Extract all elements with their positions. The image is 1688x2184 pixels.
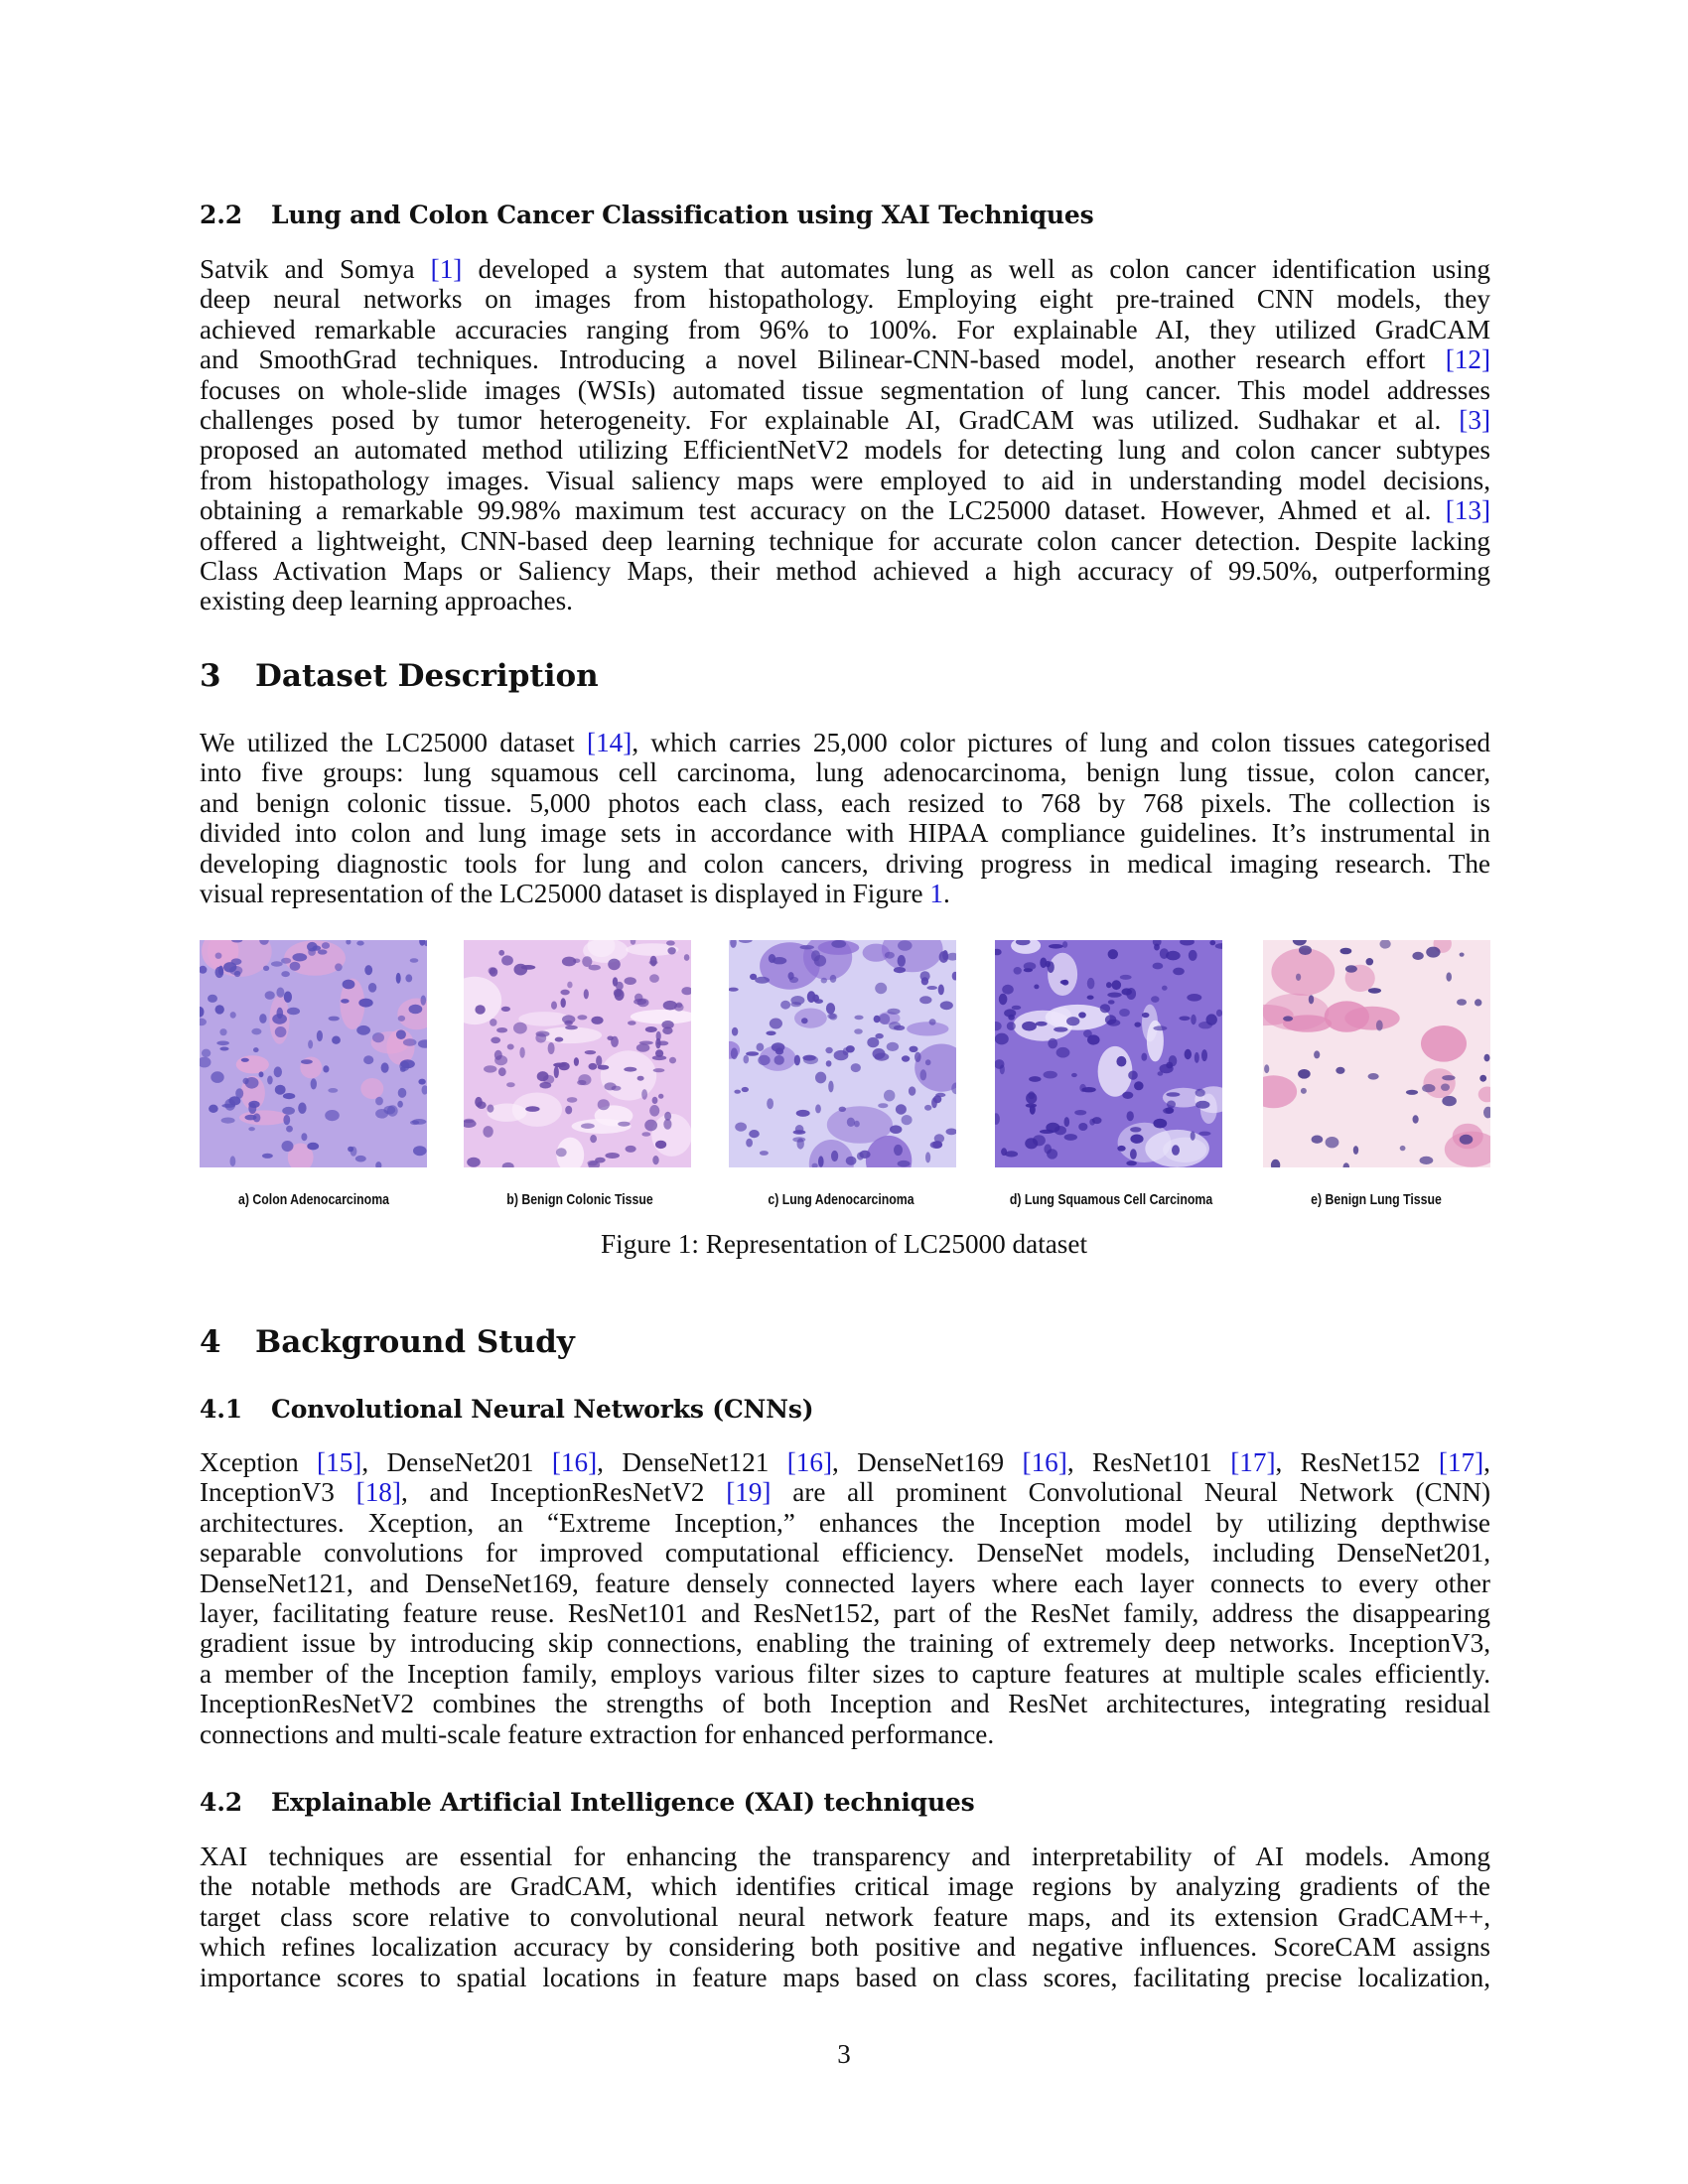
citation-link[interactable]: [15] [317, 1447, 362, 1477]
text-line: connections and multi-scale feature extraction for enhanced performance. [200, 1718, 995, 1749]
text-line: Satvik and Somya [1] developed a system that automates lung as well as colon cancer identification using [200, 254, 1490, 284]
citation-link[interactable]: 1 [929, 878, 944, 908]
histology-image [729, 940, 956, 1167]
histology-image [995, 940, 1222, 1167]
text-line: from histopathology images. Visual saliency maps were employed to aid in understanding model decisions, [200, 465, 1490, 495]
figure-panel-b-label: b) Benign Colonic Tissue [506, 1191, 653, 1208]
section-number: 4.1 [200, 1395, 242, 1424]
text-line: challenges posed by tumor heterogeneity. For explainable AI, GradCAM was utilized. Sudhakar et al. [3] [200, 404, 1490, 435]
section-heading-4-1 [200, 1395, 813, 1424]
figure-panel-e-label: e) Benign Lung Tissue [1311, 1191, 1442, 1208]
section-number: 3 [200, 658, 221, 694]
text-line: gradient issue by introducing skip connections, enabling the training of extremely deep networks. InceptionV3, [200, 1628, 1490, 1659]
text-line: We utilized the LC25000 dataset [14], which carries 25,000 color pictures of lung and colon tissues categorised [200, 728, 1491, 757]
citation-link[interactable]: [16] [551, 1447, 598, 1477]
text-line: Class Activation Maps or Saliency Maps, their method achieved a high accuracy of 99.50%, outperforming [200, 555, 1490, 586]
histology-image [200, 940, 427, 1167]
figure-panel-b-image [464, 940, 691, 1167]
section-title: Explainable Artificial Intelligence (XAI) techniques [271, 1788, 975, 1817]
figure-panel-d-label: d) Lung Squamous Cell Carcinoma [1009, 1191, 1213, 1208]
page-number: 3 [837, 2039, 851, 2069]
section-title: Background Study [255, 1324, 575, 1360]
text-line: InceptionResNetV2 combines the strengths of both Inception and ResNet architectures, integrating residual [200, 1689, 1490, 1719]
histology-image [464, 940, 691, 1167]
text-line: focuses on whole-slide images (WSIs) automated tissue segmentation of lung cancer. This model addresses [200, 374, 1490, 405]
section-number: 2.2 [200, 201, 242, 229]
citation-link[interactable]: [3] [1459, 404, 1490, 435]
text-line: deep neural networks on images from histopathology. Employing eight pre-trained CNN models, they [200, 284, 1490, 315]
text-line: XAI techniques are essential for enhancing the transparency and interpretability of AI models. Among [200, 1842, 1490, 1871]
text-line: architectures. Xception, an “Extreme Inception,” enhances the Inception model by utilizing depthwise [200, 1507, 1490, 1538]
citation-link[interactable]: [12] [1445, 344, 1490, 375]
figure-panel-a-label: a) Colon Adenocarcinoma [238, 1191, 389, 1208]
citation-link[interactable]: [1] [430, 254, 463, 284]
text-line: InceptionV3 [18], and InceptionResNetV2 [19] are all prominent Convolutional Neural Network (CNN) [200, 1477, 1490, 1508]
paragraph-xai [200, 1842, 1490, 1992]
figure-1-panels [200, 940, 1490, 1208]
text-line: developing diagnostic tools for lung and colon cancers, driving progress in medical imaging research. The [200, 848, 1490, 879]
citation-link[interactable]: [17] [1438, 1447, 1484, 1477]
text-line: and benign colonic tissue. 5,000 photos each class, each resized to 768 by 768 pixels. The collection is [200, 787, 1490, 818]
text-line: achieved remarkable accuracies ranging from 96% to 100%. For explainable AI, they utilized GradCAM [200, 314, 1490, 344]
citation-link[interactable]: [16] [786, 1447, 832, 1477]
text-line: a member of the Inception family, employs various filter sizes to capture features at multiple scales efficiently. [200, 1658, 1490, 1689]
citation-link[interactable]: [13] [1445, 495, 1490, 526]
text-line: layer, facilitating feature reuse. ResNet101 and ResNet152, part of the ResNet family, address the disappearing [200, 1597, 1490, 1628]
text-line: proposed an automated method utilizing EfficientNetV2 models for detecting lung and colon cancer subtypes [200, 435, 1490, 466]
section-title: Lung and Colon Cancer Classification using XAI Techniques [271, 201, 1094, 229]
text-line: Xception [15], DenseNet201 [16], DenseNet121 [16], DenseNet169 [16], ResNet101 [17], ResNet152 [17], [200, 1447, 1490, 1477]
text-line: which refines localization accuracy by considering both positive and negative influences. ScoreCAM assigns [200, 1932, 1490, 1963]
section-heading-4 [200, 1324, 575, 1360]
figure-panel-d-image [995, 940, 1222, 1167]
citation-link[interactable]: [16] [1022, 1447, 1067, 1477]
section-heading-2-2 [200, 201, 1093, 229]
text-line: importance scores to spatial locations in feature maps based on class scores, facilitating precise localization, [200, 1962, 1490, 1992]
section-heading-3 [200, 658, 599, 694]
text-line: the notable methods are GradCAM, which identifies critical image regions by analyzing gradients of the [200, 1871, 1490, 1902]
paragraph-related-work [200, 254, 1490, 616]
section-heading-4-2 [200, 1788, 975, 1817]
section-title: Convolutional Neural Networks (CNNs) [271, 1395, 814, 1424]
citation-link[interactable]: [19] [726, 1477, 772, 1508]
text-line: target class score relative to convolutional neural network feature maps, and its extension GradCAM++, [200, 1901, 1490, 1932]
figure-panel-e-image [1263, 940, 1490, 1167]
figure-panel-c-image [729, 940, 956, 1167]
citation-link[interactable]: [17] [1230, 1447, 1276, 1477]
text-line: DenseNet121, and DenseNet169, feature densely connected layers where each layer connects to every other [200, 1568, 1490, 1598]
text-line: offered a lightweight, CNN-based deep learning technique for accurate colon cancer detection. Despite lacking [200, 525, 1490, 556]
text-line: separable convolutions for improved computational efficiency. DenseNet models, including DenseNet201, [200, 1538, 1490, 1569]
section-number: 4 [200, 1324, 221, 1360]
paragraph-cnns [200, 1447, 1490, 1749]
text-line: and SmoothGrad techniques. Introducing a novel Bilinear-CNN-based model, another research effort [12] [200, 344, 1490, 375]
text-line: into five groups: lung squamous cell carcinoma, lung adenocarcinoma, benign lung tissue, colon cancer, [200, 757, 1490, 788]
figure-1-caption: Figure 1: Representation of LC25000 dataset [600, 1229, 1088, 1259]
section-number: 4.2 [200, 1788, 242, 1817]
paragraph-dataset [200, 728, 1490, 908]
citation-link[interactable]: [14] [587, 728, 633, 757]
citation-link[interactable]: [18] [355, 1477, 401, 1508]
figure-panel-a-image [200, 940, 427, 1167]
text-line: obtaining a remarkable 99.98% maximum test accuracy on the LC25000 dataset. However, Ahmed et al. [13] [200, 495, 1490, 526]
histology-image [1263, 940, 1490, 1167]
text-line: visual representation of the LC25000 dataset is displayed in Figure 1. [200, 878, 950, 908]
text-line: existing deep learning approaches. [200, 586, 573, 616]
section-title: Dataset Description [255, 658, 599, 694]
figure-panel-c-label: c) Lung Adenocarcinoma [768, 1191, 914, 1208]
text-line: divided into colon and lung image sets in accordance with HIPAA compliance guidelines. It’s instrumental in [200, 818, 1490, 849]
